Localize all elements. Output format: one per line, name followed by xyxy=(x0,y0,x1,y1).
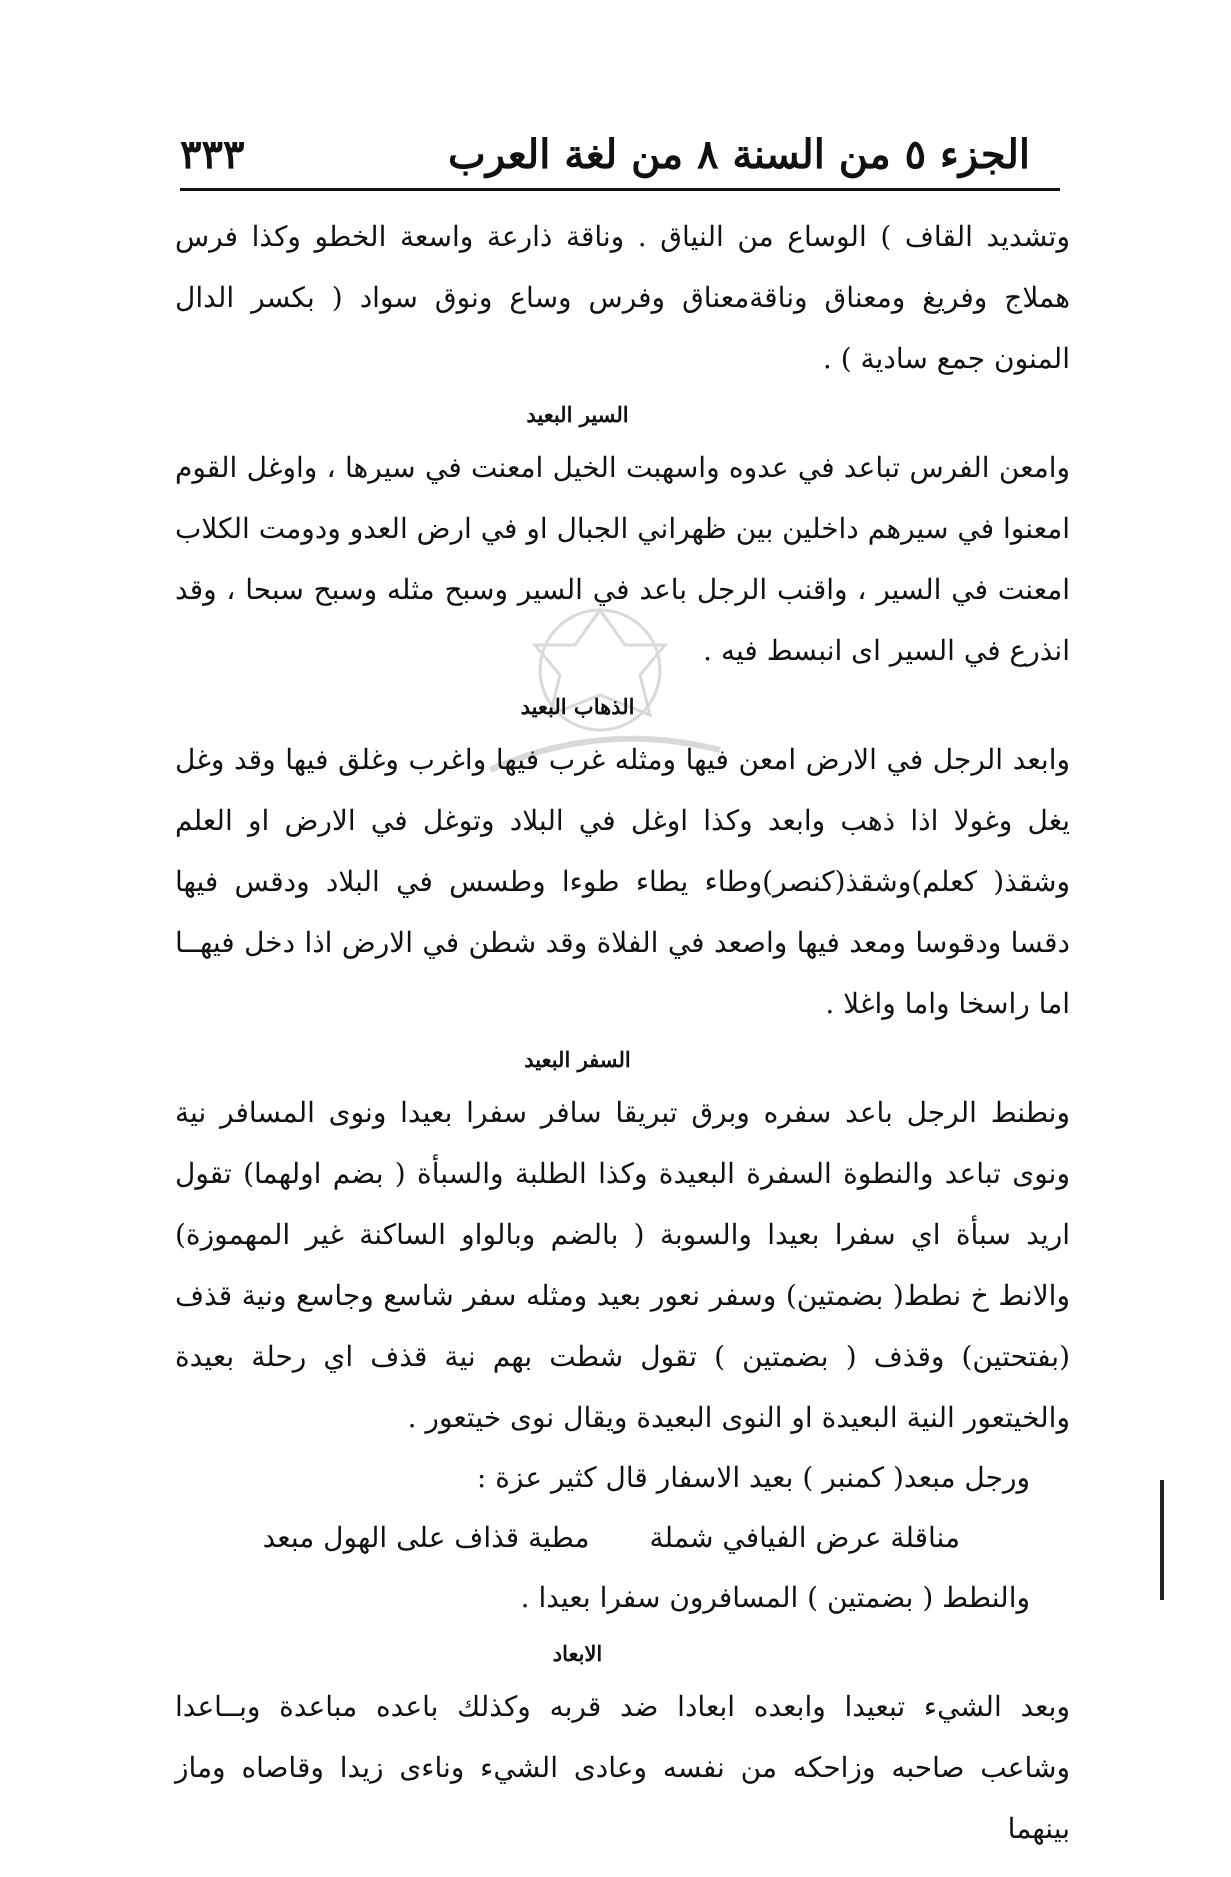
header-rule xyxy=(180,188,1060,191)
paragraph-distancing: وبعد الشيء تبعيدا وابعده ابعادا ضد قربه وكذلك باعده مباعدة وبــاعدا وشاعب صاحبه وزاحكه من نفسه وعادى الشيء وناءى زيدا وقاصاه وماز بينهما xyxy=(175,1690,1070,1845)
section-heading-long-travel: السفر البعيد xyxy=(524,1047,631,1072)
running-title: الجزء ٥ من السنة ٨ من لغة العرب xyxy=(448,131,1030,178)
page-body xyxy=(175,200,1070,1859)
paragraph-continuation: وتشديد القاف ) الوساع من النياق . وناقة ذارعة واسعة الخطو وكذا فرس هملاج وفريغ ومعناق وناقةمعناق وفرس وساع ونوق سواد ( بكسر الدال المنون جمع سادية ) . xyxy=(175,220,1070,375)
section-heading-long-going: الذهاب البعيد xyxy=(520,694,635,719)
section-heading-long-walk: السير البعيد xyxy=(526,402,629,427)
scan-edge-mark xyxy=(1160,1480,1164,1600)
poem-intro: ورجل مبعد( كمنبر ) بعيد الاسفار قال كثير عزة : xyxy=(476,1461,1030,1494)
verse-first-hemistich: مناقلة عرض الفيافي شملة xyxy=(649,1521,960,1554)
paragraph-long-walk: وامعن الفرس تباعد في عدوه واسهبت الخيل امعنت في سيرها ، واوغل القوم امعنوا في سيرهم داخلين بين ظهراني الجبال او في ارض العدو ودومت الكلاب امعنت في السير ، واقنب الرجل باعد في السير وسبح مثله وسبح سبحا ، وقد انذرع في السير اى انبسط فيه . xyxy=(175,451,1071,667)
verse-second-hemistich: مطية قذاف على الهول مبعد xyxy=(262,1521,590,1554)
page-number: ٣٣٣ xyxy=(180,131,245,178)
paragraph-long-travel: ونطنط الرجل باعد سفره وبرق تبريقا سافر سفرا بعيدا ونوى المسافر نية ونوى تباعد والنطوة السفرة البعيدة وكذا الطلبة والسبأة ( بضم اولهما) تقول اريد سبأة اي سفرا بعيدا والسوبة ( بالضم وبالواو الساكنة غير المهموزة) والانط خ نطط( بضمتين) وسفر نعور بعيد ومثله سفر شاسع وجاسع ونية قذف (بفتحتين) وقذف ( بضمتين ) تقول شطت بهم نية قذف اي رحلة بعيدة والخيتعور النية البعيدة او النوى البعيدة ويقال نوى خيتعور . xyxy=(175,1096,1070,1434)
page-header xyxy=(180,118,1040,178)
poem-verse xyxy=(175,1508,1070,1568)
section-heading-distancing: الابعاد xyxy=(552,1641,603,1666)
poem-followup: والنطط ( بضمتين ) المسافرون سفرا بعيدا . xyxy=(520,1581,1030,1614)
paragraph-long-going: وابعد الرجل في الارض امعن فيها ومثله غرب فيها واغرب وغلق فيها وقد وغل يغل وغولا اذا ذهب وابعد وكذا اوغل في البلاد وتوغل في الارض او العلم وشقذ( كعلم)وشقذ(كنصر)وطاء يطاء طوءا وطسس في البلاد ودقس فيها دقسا ودقوسا ومعد فيها واصعد في الفلاة وقد شطن في الارض اذا دخل فيهــا اما راسخا واما واغلا . xyxy=(175,743,1070,1020)
